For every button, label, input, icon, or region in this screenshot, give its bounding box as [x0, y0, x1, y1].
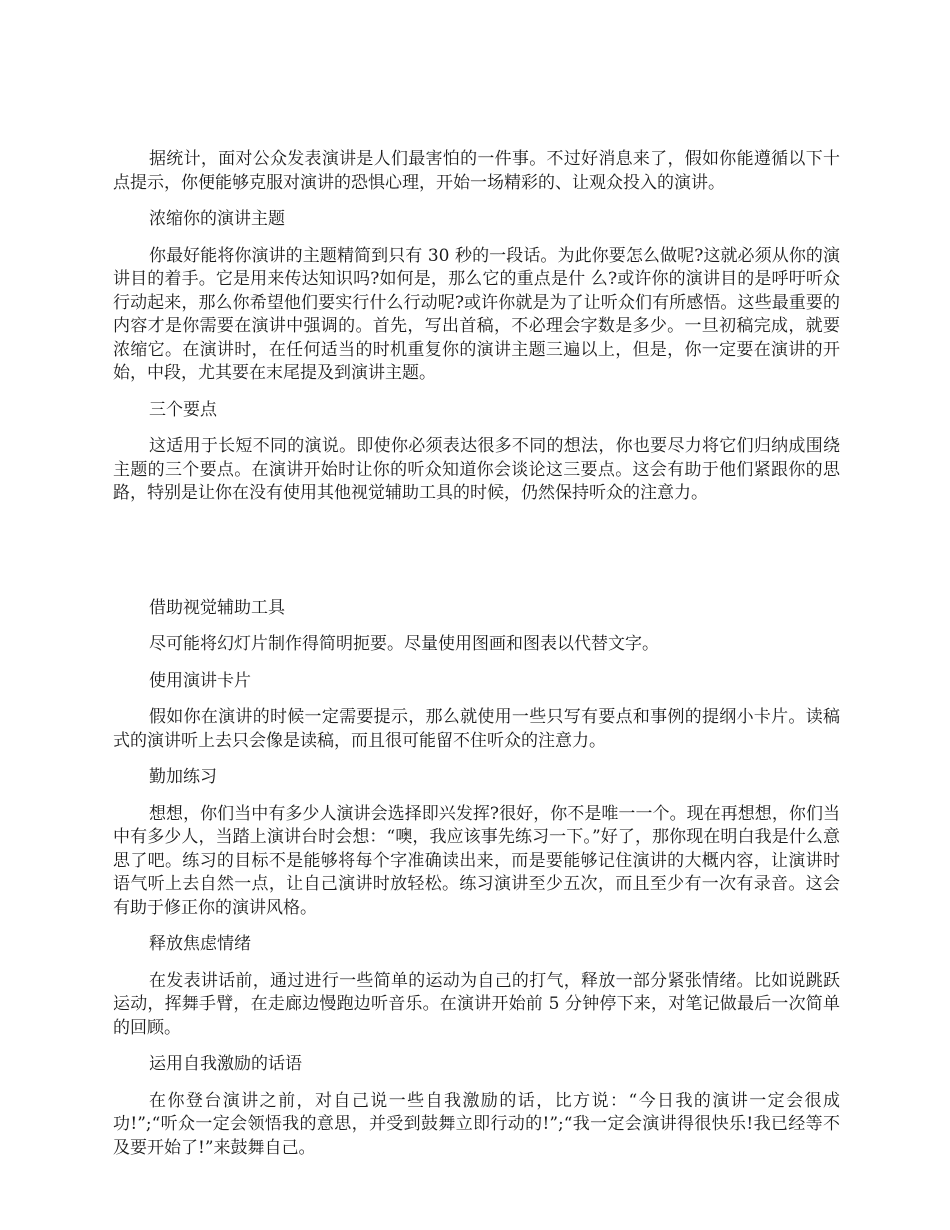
- section-heading-theme: 浓缩你的演讲主题: [149, 209, 285, 229]
- section-heading-practice: 勤加练习: [149, 767, 217, 787]
- paragraph-practice: 想想，你们当中有多少人演讲会选择即兴发挥?很好，你不是唯一一个。现在再想想，你们当中有多少人，当踏上演讲台时会想：“噢，我应该事先练习一下。”好了，那你现在明白我是什么意思了吧。练习的目标不是能够将每个字准确读出来，而是要能够记住演讲的大概内容，让演讲时语气听上去自然一点，让自己演讲时放轻松。练习演讲至少五次，而且至少有一次有录音。这会有助于修正你的演讲风格。: [113, 803, 840, 918]
- paragraph-self-motivation: 在你登台演讲之前，对自己说一些自我激励的话，比方说：“今日我的演讲一定会很成功!”;“听众一定会领悟我的意思，并受到鼓舞立即行动的!”;“我一定会演讲得很快乐!我已经等不及要开始了!”来鼓舞自己。: [113, 1090, 840, 1158]
- document-body: [113, 148, 840, 1173]
- section-heading-cards: 使用演讲卡片: [149, 670, 251, 691]
- intro-paragraph: 据统计，面对公众发表演讲是人们最害怕的一件事。不过好消息来了，假如你能遵循以下十点提示，你便能够克服对演讲的恐惧心理，开始一场精彩的、让观众投入的演讲。: [113, 149, 840, 193]
- section-heading-anxiety: 释放焦虑情绪: [149, 934, 251, 954]
- blank-gap: [113, 519, 840, 597]
- paragraph-three-points: 这适用于长短不同的演说。即使你必须表达很多不同的想法，你也要尽力将它们归纳成围绕主题的三个要点。在演讲开始时让你的听众知道你会谈论这三要点。这会有助于他们紧跟你的思路，特别是让你在没有使用其他视觉辅助工具的时候，仍然保持听众的注意力。: [113, 436, 840, 503]
- paragraph-visual-aids: 尽可能将幻灯片制作得简明扼要。尽量使用图画和图表以代替文字。: [149, 634, 659, 654]
- section-heading-visual-aids: 借助视觉辅助工具: [149, 597, 285, 618]
- section-heading-self-motivation: 运用自我激励的话语: [149, 1054, 302, 1074]
- paragraph-cards: 假如你在演讲的时候一定需要提示，那么就使用一些只写有要点和事例的提纲小卡片。读稿式的演讲听上去只会像是读稿，而且很可能留不住听众的注意力。: [113, 707, 840, 751]
- paragraph-anxiety: 在发表讲话前，通过进行一些简单的运动为自己的打气，释放一部分紧张情绪。比如说跳跃运动，挥舞手臂，在走廊边慢跑边听音乐。在演讲开始前 5 分钟停下来，对笔记做最后一次简单的回顾。: [113, 970, 840, 1038]
- section-heading-three-points: 三个要点: [149, 399, 217, 420]
- paragraph-theme: 你最好能将你演讲的主题精简到只有 30 秒的一段话。为此你要怎么做呢?这就必须从你的演讲目的着手。它是用来传达知识吗?如何是，那么它的重点是什 么?或许你的演讲目的是呼吁听众行动起来，那么你希望他们要实行什么行动呢?或许你就是为了让听众们有所感悟。这些最重要的内容才是你需要在演讲中强调的。首先，写出首稿，不必理会字数是多少。一旦初稿完成，就要浓缩它。在演讲时，在任何适当的时机重复你的演讲主题三遍以上，但是，你一定要在演讲的开始，中段，尤其要在末尾提及到演讲主题。: [113, 245, 840, 383]
